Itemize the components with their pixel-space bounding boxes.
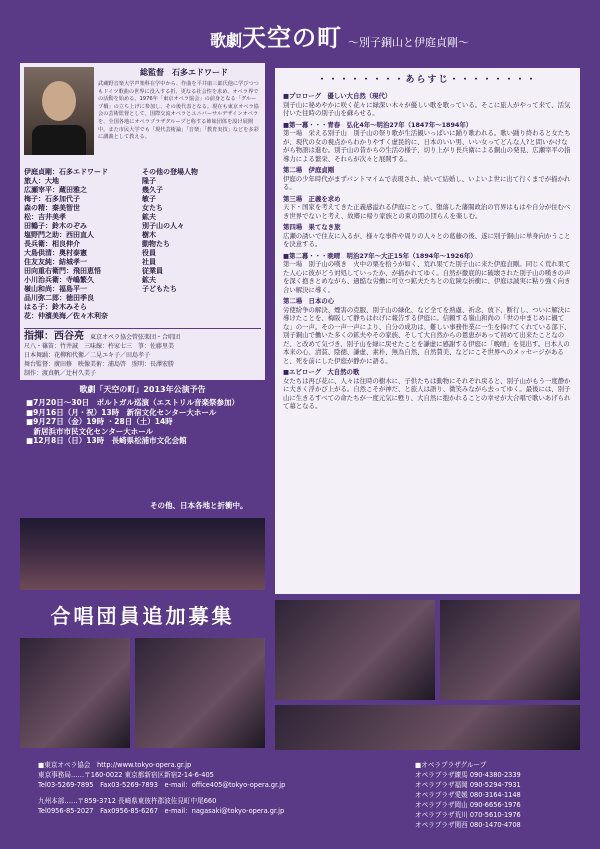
footer-line: ■東京オペラ協会 http://www.tokyo-opera.gr.jp (38, 761, 192, 769)
synopsis-section-head: ■プロローグ 優しい大自然（現代） (283, 92, 392, 100)
footer-opera-plaza (415, 760, 585, 830)
synopsis-section-head: ■エピローグ 大自然の歌 (283, 368, 360, 376)
staff-line: 制作：渡真帆／辻村久美子 (24, 370, 97, 377)
cast-row (24, 249, 261, 258)
synopsis-body (283, 90, 573, 414)
staff-line: 舞台監督：廣田修 映像美術：浦島啓 照明：長澤宏勝 (24, 361, 175, 368)
synopsis-section-text: 女たちは再び花に、人々は往時の樹木に、子供たちは動物にそれぞれ戻ると、別子山がもう一度静かに大きく浮かび上がる。自然こそが神だ、と旅人は語り、微笑みながら去ってゆく。最後には、別子山に生きるすべての命たちが一度元気に甦り、大自然に抱かれることの幸せが大合唱で歌いあげられて幕となる。 (283, 376, 571, 410)
footer-line: Tel0956-85-2027 Fax0956-85-6267 e-mail：nagasaki@tokyo-opera.gr.jp (38, 807, 285, 815)
title-main: 天空の町 (242, 23, 343, 52)
cast-row (24, 168, 261, 177)
cast-role: 花：仲濱美海／佐々木利奈 (24, 312, 108, 320)
cast-row (24, 204, 261, 213)
director-heading: 総監督 石多エドワード (140, 68, 228, 77)
stage-photo-duet (20, 638, 130, 748)
cast-role: 広瀬宰平：蔵田雅之 (24, 186, 87, 194)
schedule-line: ■7月20日〜30日 ポルトガル巡演（エストリル音楽祭参加） (26, 398, 239, 407)
footer-line: Tel03-5269-7895 Fax03-5269-7893 e-mail：office405@tokyo-opera.gr.jp (38, 781, 286, 789)
footer-line: オペラプラザ練馬 090-4380-2339 (415, 771, 521, 779)
staff-credits (24, 328, 261, 378)
cast-role: 品川弥二郎：徳田季良 (24, 294, 94, 302)
synopsis-panel (275, 68, 580, 594)
schedule-lines (26, 398, 262, 446)
synopsis-section-text: 第一場 栄える別子山 別子山の祭り歌が生活観いっぱいに踊り歌われる。歌い踊り終わると女たちが、現代の女の視点からわかりやすく虚民的に、日本のいい男、いい女ってどんな人?と問いかけながら物語は進む。別子山の昔からの生活の様子、切り上がり長兵衛による銅山の発見、広瀬宰平の指導力による繁栄、それらが次々と展開する。 (283, 129, 571, 163)
cast-other: 動物たち (142, 240, 170, 248)
cast-role: 大島供清：奥村泰憲 (24, 249, 87, 257)
cast-other (142, 303, 261, 312)
cast-other (142, 294, 261, 303)
stage-photo-ensemble (20, 518, 265, 590)
cast-row (24, 312, 261, 321)
cast-other: 敏子 (142, 195, 156, 203)
synopsis-section-text: 伊庭の少年時代がまずパントマイムで表現され、続いて結婚し、いよいよ世に出て行くまでが描かれる。 (283, 174, 571, 191)
schedule-title: 歌劇「天空の町」2013年公演予告 (79, 385, 206, 394)
cast-row (24, 303, 261, 312)
schedule-line: 新居浜市市民文化センター大ホール (26, 426, 154, 436)
cast-row (24, 267, 261, 276)
footer-tokyo-opera (38, 760, 378, 816)
synopsis-section-text: 広瀬の誘いで住友に入るが、様々な事件や周りの人々との葛藤の後、遂に別子銅山に単身向かうことを決意する。 (283, 231, 571, 248)
cast-row (24, 195, 261, 204)
stage-photo-singer (135, 638, 265, 748)
footer-line: オペラプラザ関西 080-1470-4708 (415, 821, 521, 829)
footer-line: 九州本部……〒859-3712 長崎県東彼杵郡波佐見町中尾660 (38, 797, 217, 805)
cast-row (24, 276, 261, 285)
cast-role: 森の精：秦美智世 (24, 204, 80, 212)
cast-role: 伊庭貞剛：石多エドワード (24, 168, 108, 176)
cast-role: 住友友純：結城孝一 (24, 258, 87, 266)
synopsis-section-text: 別子山に秘めやかに咲く花々に緑深い木々が優しい歌を歌っている。そこに旅人がやって来て、活気付いた往時の別子山を蘇らせる。 (283, 100, 571, 117)
cast-other: 鉱夫 (142, 276, 156, 284)
performance-schedule (20, 380, 265, 515)
footer-line: オペラプラザ福岡 090-5294-7931 (415, 781, 521, 789)
footer-line: 東京事務局……〒160-0022 東京都新宿区新宿2-14-6-405 (38, 771, 214, 779)
cast-role: はる子：鈴木みそら (24, 303, 87, 311)
cast-role: 長兵衛：相良伸介 (24, 240, 80, 248)
title-subtitle: 〜別子銅山と伊庭貞剛〜 (348, 36, 470, 49)
director-bio: 武蔵野音楽大学声楽科在学中から、作曲を平井康三郎氏他に学びつつもドイツ歌曲の世界に没入する折、更なる社会性を求め、オペラ界での活動を始める。1976年「東京オペラ協会」の前身となる「グループ橋」の立ち上げに参加し、その後代表となる。現在も東京オペラ協会の芸術監督として、国際交流オペラとユニバーサルデザインオペラを、全国各地にオペラプラザグループと称する姉妹団体を設け展開中。また市民大学でも「現代芸術論」「音楽」「教育実技」などを多彩に講義として教える。 (98, 81, 259, 141)
cast-other: 女たち (142, 204, 163, 212)
cast-other: 幾久子 (142, 186, 163, 194)
cast-row (24, 213, 261, 222)
footer-line: オペラプラザ荒川 070-5610-1976 (415, 811, 521, 819)
cast-row (24, 186, 261, 195)
footer-line: ■オペラプラザグループ (415, 761, 487, 769)
staff-line: 尺八・篠笛：竹井誠 三味線：杵家七三 箏：佐藤里美 (24, 343, 175, 350)
cast-role: 田鶴子：鈴木のぞみ (24, 222, 87, 230)
cast-other: 従業員 (142, 267, 163, 275)
page-title (210, 18, 469, 53)
synopsis-section-text: 労使紛争の解決、煙害の克服、別子山の緑化、など全てを熟慮、祈念、放下、断行し、ついに解決に導けたことを、梅阪して静ちはれげに報告する伊庭に。信頼する嶺山和尚の「世の中まじめに観てな」の一声。その一声一声により、自分の成功は、難しい事務作業に一生を捧げてくれている部下、別子銅山で働いた多くの鉱夫やその家族、そして大自然からの恩恵があって初めて出来たことなのだ、と改めて気づき、別子山を緑に戻せたことを謙虚に感謝する伊庭に「晩晴」を見出す。日本人の本来の心、清貧、陰徳、謙虚、素朴、無為自然、自然賛美、などにこそ世界へのメッセージがあると、死を前にした伊庭が静かに語る。 (283, 305, 571, 365)
orchestra: 東京オペラ協会管弦楽団・合唱団 (90, 334, 181, 341)
cast-role: 松：吉井美孝 (24, 213, 66, 221)
stage-photo-crowd (275, 600, 435, 700)
cast-other: 子どもたち (142, 285, 177, 293)
stage-photo-orchestra (275, 705, 580, 750)
chorus-recruit-banner: 合唱団員追加募集 (50, 604, 235, 628)
footer-contacts (0, 752, 600, 849)
cast-role: 小川治兵衛：寺嶋繁久 (24, 276, 94, 284)
conductor: 指揮：西谷亮 (24, 331, 84, 342)
cast-other: 別子山の人々 (142, 222, 184, 230)
synopsis-section-text: 天下・国家を考えてきた正義感溢れる伊庭にとって、堕落した藩閥政治の官界はもはや自分が住むべき世界でないと考え、故郷に帰り家族との束の間の団らんを楽しむ。 (283, 203, 571, 220)
synopsis-section-head: 第二場 日本の心 (283, 297, 335, 305)
cast-row (24, 294, 261, 303)
director-portrait (24, 67, 94, 155)
synopsis-title: ・・・・・・・・あらすじ・・・・・・・・ (317, 75, 538, 85)
stage-photo-women (440, 600, 580, 700)
staff-line: 日本舞踊：花柳和代衛／二見ユキ子／田島孝子 (24, 352, 151, 359)
synopsis-section-head: ■第一幕・・・青春 弘化4年〜明治27年（1847年〜1894年） (283, 120, 473, 129)
cast-row (24, 258, 261, 267)
synopsis-section-head: 第四場 果てなき旅 (283, 223, 341, 231)
cast-other: 鉱夫 (142, 213, 156, 221)
cast-other (142, 312, 261, 321)
cast-role: 塩野門之助：西田直人 (24, 231, 94, 239)
cast-row (24, 240, 261, 249)
cast-role: 嶺山和尚：福島平一 (24, 285, 87, 293)
footer-line: オペラプラザ岡山 090-6656-1976 (415, 801, 521, 809)
cast-other: 役員 (142, 249, 156, 257)
synopsis-section-head: ■第二幕・・・晩晴 明治27年〜大正15年（1894年〜1926年） (283, 251, 477, 260)
cast-other: 樹木 (142, 231, 156, 239)
schedule-line: ■9月27日（金）19時 ・28日（土）14時 (26, 417, 173, 427)
synopsis-section-head: 第二場 伊庭貞剛 (283, 166, 335, 174)
synopsis-section-head: 第三場 正義を求め (283, 194, 341, 203)
title-prefix: 歌劇 (210, 31, 243, 50)
cast-role: 梅子：石多加代子 (24, 195, 80, 203)
synopsis-section-text: 第一場 別子山の嘆き 火中の栗を拾うが如く、荒れ果てた別子山に来た伊庭貞剛。同じく荒れ果てた人心に彼がどう対処していったか、が描かれてゆく。自然が徹底的に破壊された別子山の嘆きの声を深く抱きとめながら、過酷な労働に可立つ鉱夫たちとの危険な折衝に、伊庭は誠実に粘り強く向き合い解決に導く。 (283, 260, 571, 294)
cast-other: 隆子 (142, 177, 156, 185)
cast-row (24, 177, 261, 186)
footer-line: オペラプラザ愛媛 080-3164-1148 (415, 791, 521, 799)
schedule-line: ■12月8日（日）13時 長崎県松浦市文化会館 (26, 436, 187, 446)
schedule-line: ■9月16日（月・祝）13時 新宿文化センター大ホール (26, 407, 217, 417)
cast-row (24, 231, 261, 240)
schedule-note: その他、日本各地と折衝中。 (150, 501, 248, 510)
cast-role: 田向重右衛門：飛田恵悟 (24, 267, 101, 275)
cast-other: 社員 (142, 258, 156, 266)
cast-row (24, 222, 261, 231)
cast-row (24, 285, 261, 294)
cast-other: その他の登場人物 (142, 168, 198, 176)
cast-role: 旅人：大地 (24, 177, 59, 185)
